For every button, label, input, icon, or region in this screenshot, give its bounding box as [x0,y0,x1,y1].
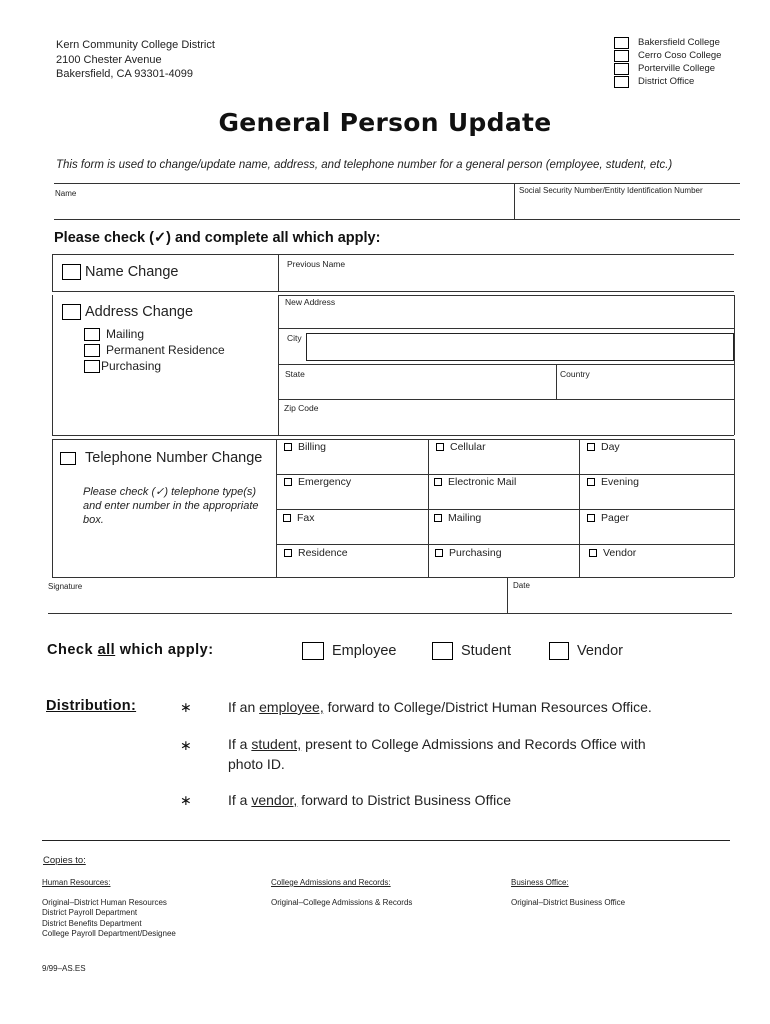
rule [276,544,734,545]
phone-type-label: Billing [298,441,327,453]
college-checkbox[interactable] [614,76,629,88]
telephone-change-checkbox[interactable] [60,452,76,465]
rule [276,509,734,510]
role-label: Vendor [577,643,623,659]
phone-type-checkbox[interactable] [436,443,444,451]
phone-type-checkbox[interactable] [589,549,597,557]
distribution-line2: photo ID. [228,756,285,772]
check-all-label-pre: Check [47,642,98,658]
rule [556,364,557,399]
college-checkbox[interactable] [614,50,629,62]
rule [276,439,277,577]
distribution-item [228,697,652,717]
college-option[interactable] [614,49,721,62]
ssn-label: Social Security Number/Entity Identification Number [519,186,703,195]
rule [278,399,734,400]
address-type-label: Permanent Residence [106,343,225,357]
address-type-options [84,326,225,374]
rule [42,840,730,841]
rule [278,254,279,291]
form-title: General Person Update [218,108,552,137]
rule [52,439,53,577]
phone-type-checkbox[interactable] [434,514,442,522]
name-change-option[interactable] [62,264,179,280]
signature-field[interactable] [50,592,502,612]
rule [52,295,53,435]
rule [52,254,53,291]
city-field[interactable] [306,333,734,361]
distribution-post: forward to College/District Human Resources Office. [323,699,652,715]
phone-type-checkbox[interactable] [284,443,292,451]
phone-type-checkbox[interactable] [284,478,292,486]
college-option[interactable] [614,75,721,88]
telephone-change-label: Telephone Number Change [85,450,263,466]
copies-hr [42,878,176,940]
telephone-change-option[interactable] [60,450,262,466]
distribution-pre: If an [228,699,260,715]
phone-type-label: Cellular [450,441,486,453]
role-checkbox[interactable] [432,642,453,660]
distribution-role: employee, [259,699,324,715]
date-field[interactable] [511,592,733,612]
address-type-checkbox[interactable] [84,360,100,373]
role-option-employee[interactable] [302,642,396,660]
name-label: Name [55,189,77,198]
phone-type-pager[interactable] [587,512,629,524]
rule [278,295,279,435]
name-change-checkbox[interactable] [62,264,81,280]
rule [278,295,734,296]
asterisk-icon: ∗ [180,737,192,753]
phone-type-label: Emergency [298,476,352,488]
phone-type-fax[interactable] [283,512,315,524]
rule [54,183,740,184]
address-line: Bakersfield, CA 93301-4099 [56,68,193,80]
address-type-label: Mailing [106,327,145,341]
phone-type-electronic-mail[interactable] [434,476,516,488]
address-type-option[interactable] [84,358,225,374]
distribution-post: forward to District Business Office [297,792,511,808]
telephone-note: Please check (✓) telephone type(s) and enter number in the appropriate box. [83,486,259,526]
rule [579,439,580,577]
college-label: Bakersfield College [638,37,720,48]
phone-type-label: Electronic Mail [448,476,517,488]
phone-type-checkbox[interactable] [283,514,291,522]
phone-type-billing[interactable] [284,441,326,453]
college-checklist [614,36,721,88]
address-type-checkbox[interactable] [84,328,100,341]
phone-type-label: Residence [298,547,348,559]
role-option-student[interactable] [432,642,511,660]
previous-name-field[interactable] [282,270,732,290]
check-all-label [47,642,214,658]
phone-type-residence[interactable] [284,547,348,559]
address-change-option[interactable] [62,304,193,320]
state-field[interactable] [282,380,552,398]
rule [278,328,734,329]
phone-type-label: Vendor [603,547,637,559]
rule [276,474,734,475]
copies-admissions-title: College Admissions and Records: [271,878,391,887]
form-intro: This form is used to change/update name, address, and telephone number for a general person (employee, student, etc.) [56,159,673,171]
phone-type-label: Evening [601,476,639,488]
rule [48,613,732,614]
phone-type-vendor[interactable] [589,547,636,559]
rule [278,364,734,365]
check-all-label-all: all [97,642,116,658]
signature-label: Signature [48,582,83,591]
phone-type-label: Pager [601,512,630,524]
previous-name-label: Previous Name [287,259,346,269]
address-type-checkbox[interactable] [84,344,100,357]
phone-type-checkbox[interactable] [284,549,292,557]
rule [734,295,735,435]
college-option[interactable] [614,62,721,75]
phone-type-evening[interactable] [587,476,639,488]
section-heading: Please check (✓) and complete all which apply: [54,230,381,246]
address-type-label: Purchasing [101,359,162,373]
name-change-label: Name Change [85,264,179,280]
copies-item: College Payroll Department/Designee [42,929,176,938]
phone-type-checkbox[interactable] [587,443,595,451]
rule [734,439,735,577]
copies-item: District Benefits Department [42,918,142,928]
copies-item: Original–District Human Resources [42,897,167,907]
phone-type-cellular[interactable] [436,441,486,453]
phone-type-label: Fax [297,512,315,524]
phone-type-checkbox[interactable] [587,514,595,522]
distribution-role: vendor, [251,792,298,808]
form-code: 9/99–AS.ES [42,964,86,973]
asterisk-icon: ∗ [180,699,192,715]
copies-admissions [271,878,412,908]
rule [52,435,734,436]
state-label: State [285,369,305,379]
phone-type-mailing[interactable] [434,512,481,524]
phone-type-emergency[interactable] [284,476,351,488]
college-label: District Office [638,76,695,87]
phone-type-label: Purchasing [449,547,502,559]
distribution-pre: If a [228,792,252,808]
copies-item: Original–College Admissions & Records [271,897,413,907]
name-field[interactable] [56,196,511,218]
college-option[interactable] [614,36,721,49]
distribution-heading: Distribution: [46,698,137,714]
zip-label: Zip Code [284,403,319,413]
phone-type-label: Day [601,441,620,453]
rule [52,291,734,292]
copies-business-title: Business Office: [511,878,569,887]
college-checkbox[interactable] [614,37,629,49]
copies-item: Original–District Business Office [511,897,626,907]
address-change-checkbox[interactable] [62,304,81,320]
role-label: Employee [332,643,397,659]
college-label: Porterville College [638,63,716,74]
rule [52,439,734,440]
rule [507,577,508,613]
district-address [56,38,215,82]
address-type-option[interactable] [84,342,225,358]
rule [514,183,515,219]
zip-field[interactable] [282,414,732,432]
new-address-label: New Address [285,297,336,307]
address-type-option[interactable] [84,326,225,342]
role-checkbox[interactable] [549,642,569,660]
college-label: Cerro Coso College [638,50,722,61]
copies-business [511,878,625,908]
copies-item: District Payroll Department [42,908,138,917]
address-change-label: Address Change [85,304,194,320]
country-field[interactable] [560,380,732,398]
phone-type-day[interactable] [587,441,620,453]
address-line: Kern Community College District [56,39,215,51]
rule [428,439,429,577]
distribution-pre: If a [228,736,252,752]
college-checkbox[interactable] [614,63,629,75]
new-address-field[interactable] [282,308,732,326]
distribution-role: student, [251,736,302,752]
phone-type-checkbox[interactable] [434,478,442,486]
copies-hr-title: Human Resources: [42,878,111,887]
rule [54,219,740,220]
copies-label: Copies to: [43,855,86,866]
phone-type-label: Mailing [448,512,482,524]
distribution-item [228,734,646,774]
city-label: City [287,333,302,343]
distribution-item [228,790,511,810]
date-label: Date [513,581,530,590]
role-option-vendor[interactable] [549,642,623,660]
ssn-field[interactable] [516,196,738,218]
distribution-post: present to College Admissions and Records Office with [301,736,646,752]
phone-type-checkbox[interactable] [587,478,595,486]
asterisk-icon: ∗ [180,792,192,808]
phone-type-checkbox[interactable] [435,549,443,557]
phone-type-purchasing[interactable] [435,547,502,559]
country-label: Country [560,369,590,379]
role-checkbox[interactable] [302,642,324,660]
rule [52,577,734,578]
check-all-label-post: which apply: [115,642,214,658]
address-line: 2100 Chester Avenue [56,53,162,66]
rule [52,254,734,255]
role-label: Student [461,643,511,659]
